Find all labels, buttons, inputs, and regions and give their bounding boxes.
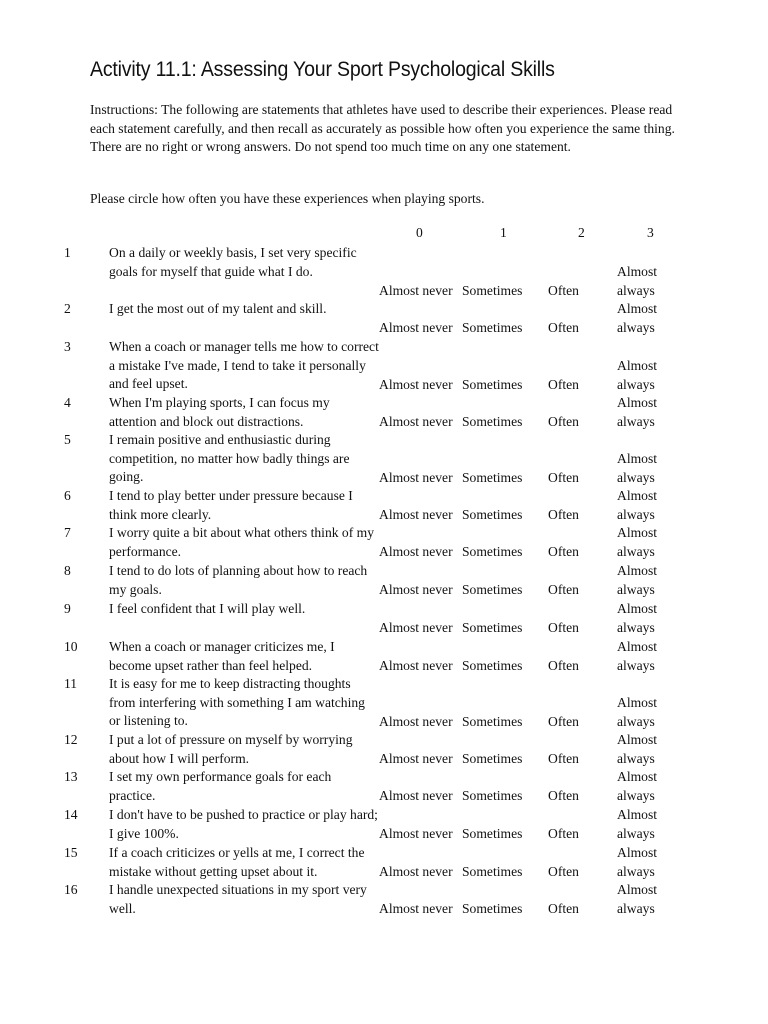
option-almost-always[interactable]: Almost always xyxy=(617,488,658,522)
option-almost-never[interactable]: Almost never xyxy=(379,619,453,635)
item-statement: I don't have to be pushed to practice or play hard; I give 100%. xyxy=(109,807,378,841)
option-often[interactable]: Often xyxy=(548,319,579,335)
option-sometimes[interactable]: Sometimes xyxy=(462,469,523,485)
option-almost-never[interactable]: Almost never xyxy=(379,581,453,597)
option-often[interactable]: Often xyxy=(548,619,579,635)
questionnaire-row xyxy=(0,675,768,731)
option-often[interactable]: Often xyxy=(548,900,579,916)
option-often[interactable]: Often xyxy=(548,750,579,766)
item-statement: I put a lot of pressure on myself by worrying about how I will perform. xyxy=(109,732,353,766)
option-almost-never[interactable]: Almost never xyxy=(379,319,453,335)
option-almost-always[interactable]: Almost always xyxy=(617,451,658,485)
questionnaire-row xyxy=(0,524,768,561)
item-statement: On a daily or weekly basis, I set very specific goals for myself that guide what I do. xyxy=(109,245,357,279)
item-statement: When a coach or manager tells me how to correct a mistake I've made, I tend to take it personally and feel upset. xyxy=(109,339,379,391)
item-number: 7 xyxy=(64,525,71,540)
item-statement: I tend to do lots of planning about how to reach my goals. xyxy=(109,563,368,597)
option-almost-never[interactable]: Almost never xyxy=(379,469,453,485)
option-almost-always[interactable]: Almost always xyxy=(617,769,658,803)
option-often[interactable]: Often xyxy=(548,657,579,673)
item-number: 11 xyxy=(64,676,78,691)
item-statement: When I'm playing sports, I can focus my attention and block out distractions. xyxy=(109,395,330,429)
option-often[interactable]: Often xyxy=(548,713,579,729)
questionnaire-row xyxy=(0,338,768,394)
option-almost-never[interactable]: Almost never xyxy=(379,413,453,429)
questionnaire-row xyxy=(0,600,768,637)
option-almost-never[interactable]: Almost never xyxy=(379,787,453,803)
option-almost-always[interactable]: Almost always xyxy=(617,358,658,392)
option-almost-always[interactable]: Almost always xyxy=(617,639,658,673)
questionnaire-row xyxy=(0,394,768,431)
option-often[interactable]: Often xyxy=(548,543,579,559)
item-number: 10 xyxy=(64,639,78,654)
option-sometimes[interactable]: Sometimes xyxy=(462,713,523,729)
option-often[interactable]: Often xyxy=(548,825,579,841)
option-almost-never[interactable]: Almost never xyxy=(379,900,453,916)
option-sometimes[interactable]: Sometimes xyxy=(462,543,523,559)
option-almost-never[interactable]: Almost never xyxy=(379,713,453,729)
scale-value-2: 2 xyxy=(578,225,585,240)
option-almost-always[interactable]: Almost always xyxy=(617,264,658,298)
scale-value-3: 3 xyxy=(647,225,654,240)
item-number: 5 xyxy=(64,432,71,447)
item-number: 15 xyxy=(64,845,78,860)
option-sometimes[interactable]: Sometimes xyxy=(462,619,523,635)
option-sometimes[interactable]: Sometimes xyxy=(462,900,523,916)
questionnaire-row xyxy=(0,300,768,337)
item-number: 8 xyxy=(64,563,71,578)
item-number: 14 xyxy=(64,807,78,822)
option-often[interactable]: Often xyxy=(548,376,579,392)
option-almost-always[interactable]: Almost always xyxy=(617,732,658,766)
option-sometimes[interactable]: Sometimes xyxy=(462,787,523,803)
option-almost-always[interactable]: Almost always xyxy=(617,807,658,841)
item-number: 4 xyxy=(64,395,71,410)
item-statement: I feel confident that I will play well. xyxy=(109,601,306,616)
item-statement: I worry quite a bit about what others think of my performance. xyxy=(109,525,375,559)
option-often[interactable]: Often xyxy=(548,282,579,298)
option-almost-never[interactable]: Almost never xyxy=(379,750,453,766)
questionnaire-row xyxy=(0,881,768,918)
option-sometimes[interactable]: Sometimes xyxy=(462,376,523,392)
item-number: 12 xyxy=(64,732,78,747)
option-almost-never[interactable]: Almost never xyxy=(379,376,453,392)
option-almost-never[interactable]: Almost never xyxy=(379,282,453,298)
option-often[interactable]: Often xyxy=(548,506,579,522)
questionnaire-row xyxy=(0,768,768,805)
option-almost-always[interactable]: Almost always xyxy=(617,601,658,635)
item-number: 3 xyxy=(64,339,71,354)
option-sometimes[interactable]: Sometimes xyxy=(462,750,523,766)
questionnaire-row xyxy=(0,731,768,768)
option-often[interactable]: Often xyxy=(548,787,579,803)
item-number: 1 xyxy=(64,245,71,260)
option-almost-always[interactable]: Almost always xyxy=(617,395,658,429)
option-almost-never[interactable]: Almost never xyxy=(379,543,453,559)
questionnaire-row xyxy=(0,431,768,487)
option-sometimes[interactable]: Sometimes xyxy=(462,319,523,335)
option-often[interactable]: Often xyxy=(548,581,579,597)
option-sometimes[interactable]: Sometimes xyxy=(462,657,523,673)
questionnaire-row xyxy=(0,638,768,675)
option-often[interactable]: Often xyxy=(548,413,579,429)
option-often[interactable]: Often xyxy=(548,863,579,879)
item-statement: I tend to play better under pressure because I think more clearly. xyxy=(109,488,353,522)
questionnaire-row xyxy=(0,244,768,300)
item-number: 13 xyxy=(64,769,78,784)
instructions-text: Instructions: The following are statements that athletes have used to describe their experiences. Please read each statement carefully, and then recall as accurately as possible how often you experience the same thing. There are no right or wrong answers. Do not spend too much time on any one statement. xyxy=(90,102,675,154)
item-number: 6 xyxy=(64,488,71,503)
option-sometimes[interactable]: Sometimes xyxy=(462,413,523,429)
option-almost-never[interactable]: Almost never xyxy=(379,657,453,673)
option-almost-always[interactable]: Almost always xyxy=(617,301,658,335)
option-almost-never[interactable]: Almost never xyxy=(379,506,453,522)
item-statement: When a coach or manager criticizes me, I become upset rather than feel helped. xyxy=(109,639,335,673)
scale-value-0: 0 xyxy=(416,225,423,240)
option-almost-always[interactable]: Almost always xyxy=(617,845,658,879)
option-sometimes[interactable]: Sometimes xyxy=(462,282,523,298)
option-almost-always[interactable]: Almost always xyxy=(617,525,658,559)
option-almost-always[interactable]: Almost always xyxy=(617,563,658,597)
option-sometimes[interactable]: Sometimes xyxy=(462,581,523,597)
questionnaire-row xyxy=(0,562,768,599)
item-number: 16 xyxy=(64,882,78,897)
item-statement: I remain positive and enthusiastic during competition, no matter how badly things are going. xyxy=(109,432,350,484)
prompt-text: Please circle how often you have these experiences when playing sports. xyxy=(90,191,485,206)
option-almost-never[interactable]: Almost never xyxy=(379,825,453,841)
option-sometimes[interactable]: Sometimes xyxy=(462,825,523,841)
questionnaire-row xyxy=(0,487,768,524)
option-almost-always[interactable]: Almost always xyxy=(617,695,658,729)
questionnaire-row xyxy=(0,806,768,843)
item-statement: If a coach criticizes or yells at me, I correct the mistake without getting upset about it. xyxy=(109,845,365,879)
option-almost-always[interactable]: Almost always xyxy=(617,882,658,916)
item-statement: I handle unexpected situations in my sport very well. xyxy=(109,882,367,916)
option-sometimes[interactable]: Sometimes xyxy=(462,863,523,879)
page-title: Activity 11.1: Assessing Your Sport Psychological Skills xyxy=(90,58,555,81)
item-statement: I set my own performance goals for each practice. xyxy=(109,769,332,803)
option-sometimes[interactable]: Sometimes xyxy=(462,506,523,522)
item-number: 2 xyxy=(64,301,71,316)
scale-value-1: 1 xyxy=(500,225,507,240)
option-almost-never[interactable]: Almost never xyxy=(379,863,453,879)
option-often[interactable]: Often xyxy=(548,469,579,485)
item-statement: It is easy for me to keep distracting thoughts from interfering with something I am watching or listening to. xyxy=(109,676,365,728)
item-statement: I get the most out of my talent and skill. xyxy=(109,301,327,316)
questionnaire-row xyxy=(0,844,768,881)
item-number: 9 xyxy=(64,601,71,616)
